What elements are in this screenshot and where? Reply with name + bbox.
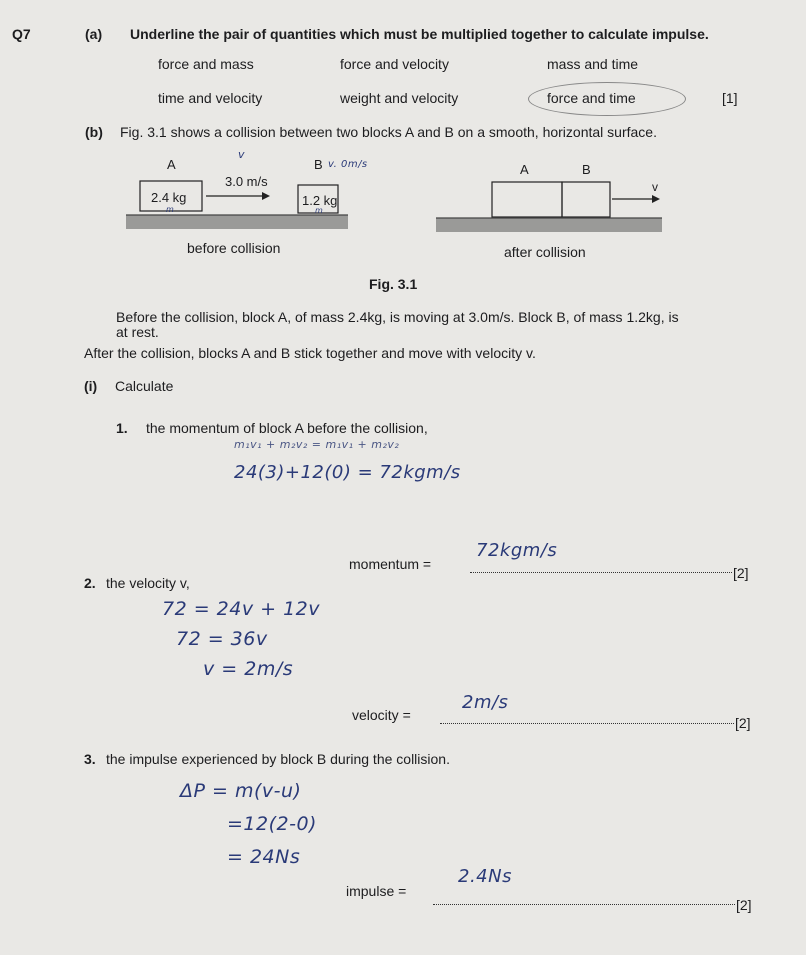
part-b-label: (b) bbox=[85, 124, 103, 140]
arrowhead-before bbox=[262, 192, 270, 200]
part-a-marks: [1] bbox=[722, 90, 738, 106]
q3-number: 3. bbox=[84, 751, 96, 767]
q1-hw-line1: m₁v₁ + m₂v₂ = m₁v₁ + m₂v₂ bbox=[234, 438, 400, 451]
option-mass-time[interactable]: mass and time bbox=[547, 56, 639, 72]
q3-hw-line2: =12(2-0) bbox=[227, 813, 317, 835]
before-mass-b: 1.2 kg bbox=[302, 193, 338, 208]
q1-number: 1. bbox=[116, 420, 128, 436]
q1-answer-hw: 72kgm/s bbox=[476, 540, 558, 561]
question-number: Q7 bbox=[12, 26, 31, 42]
q3-answer-line[interactable] bbox=[433, 904, 735, 905]
sub-i-text: Calculate bbox=[115, 378, 174, 394]
before-hw-m-a: m bbox=[166, 205, 175, 214]
q2-hw-line2: 72 = 36v bbox=[176, 628, 268, 650]
q3-hw-line1: ΔP = m(v-u) bbox=[180, 780, 302, 802]
q2-hw-line1: 72 = 24v + 12v bbox=[162, 598, 321, 620]
q2-answer-line[interactable] bbox=[440, 723, 734, 724]
block-a-after bbox=[492, 182, 562, 217]
q2-number: 2. bbox=[84, 575, 96, 591]
surface-after bbox=[436, 218, 662, 232]
q2-answer-hw: 2m/s bbox=[462, 692, 509, 713]
after-caption: after collision bbox=[504, 244, 586, 260]
part-b-intro: Fig. 3.1 shows a collision between two blocks A and B on a smooth, horizontal surface. bbox=[120, 124, 657, 140]
part-a-prompt: Underline the pair of quantities which must be multiplied together to calculate impulse. bbox=[130, 26, 709, 42]
q2-hw-line3: v = 2m/s bbox=[203, 658, 294, 680]
q1-answer-line[interactable] bbox=[470, 572, 732, 573]
before-hw-m-b: m bbox=[315, 206, 324, 215]
q3-text: the impulse experienced by block B during the collision. bbox=[106, 751, 450, 767]
q3-hw-line3: = 24Ns bbox=[227, 846, 301, 868]
surface-before bbox=[126, 215, 348, 229]
q1-hw-line2: 24(3)+12(0) = 72kgm/s bbox=[234, 462, 461, 483]
q3-marks: [2] bbox=[736, 897, 752, 913]
text-after-collision: After the collision, blocks A and B stick together and move with velocity v. bbox=[84, 345, 536, 361]
text-before-collision-2: at rest. bbox=[116, 324, 159, 340]
text-before-collision-1: Before the collision, block A, of mass 2.4kg, is moving at 3.0m/s. Block B, of mass 1.2kg, is bbox=[116, 309, 679, 325]
q1-text: the momentum of block A before the collision, bbox=[146, 420, 428, 436]
q1-answer-label: momentum = bbox=[349, 556, 432, 572]
before-mass-a: 2.4 kg bbox=[151, 190, 187, 205]
sub-i-label: (i) bbox=[84, 378, 98, 394]
before-label-a: A bbox=[167, 157, 176, 172]
option-force-mass[interactable]: force and mass bbox=[158, 56, 254, 72]
q2-text: the velocity v, bbox=[106, 575, 190, 591]
q1-marks: [2] bbox=[733, 565, 749, 581]
option-weight-velocity[interactable]: weight and velocity bbox=[340, 90, 459, 106]
before-caption: before collision bbox=[187, 240, 281, 256]
block-b-after bbox=[562, 182, 610, 217]
option-force-time[interactable]: force and time bbox=[547, 90, 636, 106]
q2-answer-label: velocity = bbox=[352, 707, 411, 723]
part-a-label: (a) bbox=[85, 26, 103, 42]
figure-title: Fig. 3.1 bbox=[369, 276, 418, 292]
q3-answer-hw: 2.4Ns bbox=[458, 866, 512, 887]
option-force-velocity[interactable]: force and velocity bbox=[340, 56, 449, 72]
option-time-velocity[interactable]: time and velocity bbox=[158, 90, 263, 106]
after-velocity-label: v bbox=[652, 180, 658, 194]
arrowhead-after bbox=[652, 195, 660, 203]
before-hw-v: v bbox=[238, 148, 246, 161]
before-label-b: B bbox=[314, 157, 323, 172]
q2-marks: [2] bbox=[735, 715, 751, 731]
q3-answer-label: impulse = bbox=[346, 883, 407, 899]
before-speed: 3.0 m/s bbox=[225, 174, 268, 189]
after-label-a: A bbox=[520, 162, 529, 177]
after-label-b: B bbox=[582, 162, 591, 177]
before-hw-b-note: v. 0m/s bbox=[328, 159, 368, 170]
